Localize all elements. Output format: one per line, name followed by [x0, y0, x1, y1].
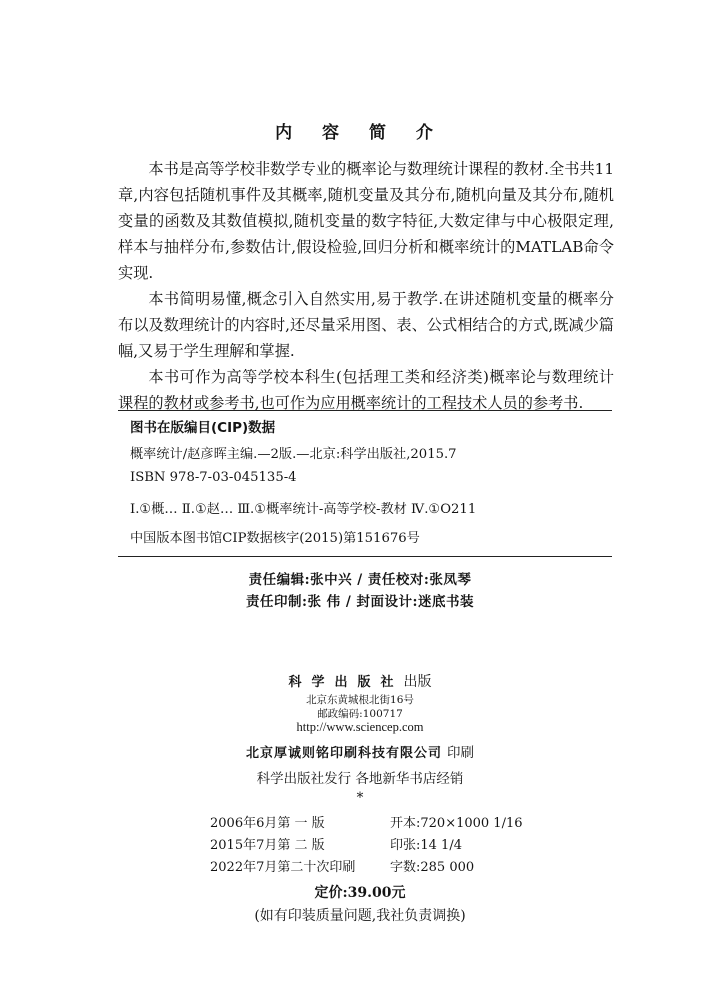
price: 定价:39.00元 [314, 885, 406, 901]
credits-line-2: 责任印制:张 伟 / 封面设计:迷底书装 [246, 594, 474, 610]
distribution-line: 科学出版社发行 各地新华书店经销 [256, 771, 464, 787]
printer-line [0, 741, 720, 761]
publisher-suffix: 出版 [403, 674, 432, 690]
content-summary [118, 156, 614, 416]
edition-date: 2006年6月第 一 版 [210, 816, 325, 831]
summary-paragraph: 本书可作为高等学校本科生(包括理工类和经济类)概率论与数理统计课程的教材或参考书,也可作为应用概率统计的工程技术人员的参考书. [118, 368, 614, 412]
publisher-name: 科学出版社 [288, 675, 404, 690]
cip-classification: Ⅰ.①概… Ⅱ.①赵… Ⅲ.①概率统计-高等学校-教材 Ⅳ.①O211 [130, 502, 477, 517]
edition-row [210, 834, 462, 853]
edition-row [210, 812, 523, 831]
summary-paragraph: 本书是高等学校非数学专业的概率论与数理统计课程的教材.全书共11章,内容包括随机事件及其概率,随机变量及其分布,随机向量及其分布,随机变量的函数及其数值模拟,随机变量的数字特征,大数定律与中心极限定理,样本与抽样分布,参数估计,假设检验,回归分析和概率统计的MATLAB命令实现. [118, 160, 614, 282]
cip-isbn: ISBN 978-7-03-045135-4 [130, 470, 297, 485]
publisher-url: http://www.sciencep.com [296, 720, 424, 734]
edition-row [210, 856, 474, 875]
edition-date: 2022年7月第二十次印刷 [210, 860, 356, 875]
quality-note: (如有印装质量问题,我社负责调换) [254, 908, 466, 924]
separator-star: * [356, 790, 364, 806]
printer-suffix: 印刷 [447, 745, 475, 761]
edition-spec: 印张:14 1/4 [390, 838, 462, 853]
cip-verification: 中国版本图书馆CIP数据核字(2015)第151676号 [130, 531, 420, 546]
printer-name: 北京厚诚则铭印刷科技有限公司 [245, 746, 442, 761]
edition-date: 2015年7月第 二 版 [210, 838, 325, 853]
cip-heading: 图书在版编目(CIP)数据 [130, 420, 276, 436]
publisher-address: 北京东黄城根北街16号 [306, 694, 414, 706]
summary-paragraph: 本书简明易懂,概念引入自然实用,易于教学.在讲述随机变量的概率分布以及数理统计的内容时,还尽量采用图、表、公式相结合的方式,既减少篇幅,又易于学生理解和掌握. [118, 290, 614, 360]
edition-spec: 字数:285 000 [390, 860, 475, 875]
cip-top-rule [118, 410, 612, 411]
edition-spec: 开本:720×1000 1/16 [390, 816, 523, 831]
credits-line-1: 责任编辑:张中兴 / 责任校对:张凤琴 [248, 572, 472, 588]
publisher-line [0, 671, 720, 691]
publisher-postcode: 邮政编码:100717 [317, 708, 403, 720]
cip-bottom-rule [118, 556, 612, 557]
page-title: 内 容 简 介 [275, 123, 445, 143]
cip-catalog-line: 概率统计/赵彦晖主编.—2版.—北京:科学出版社,2015.7 [130, 447, 457, 462]
